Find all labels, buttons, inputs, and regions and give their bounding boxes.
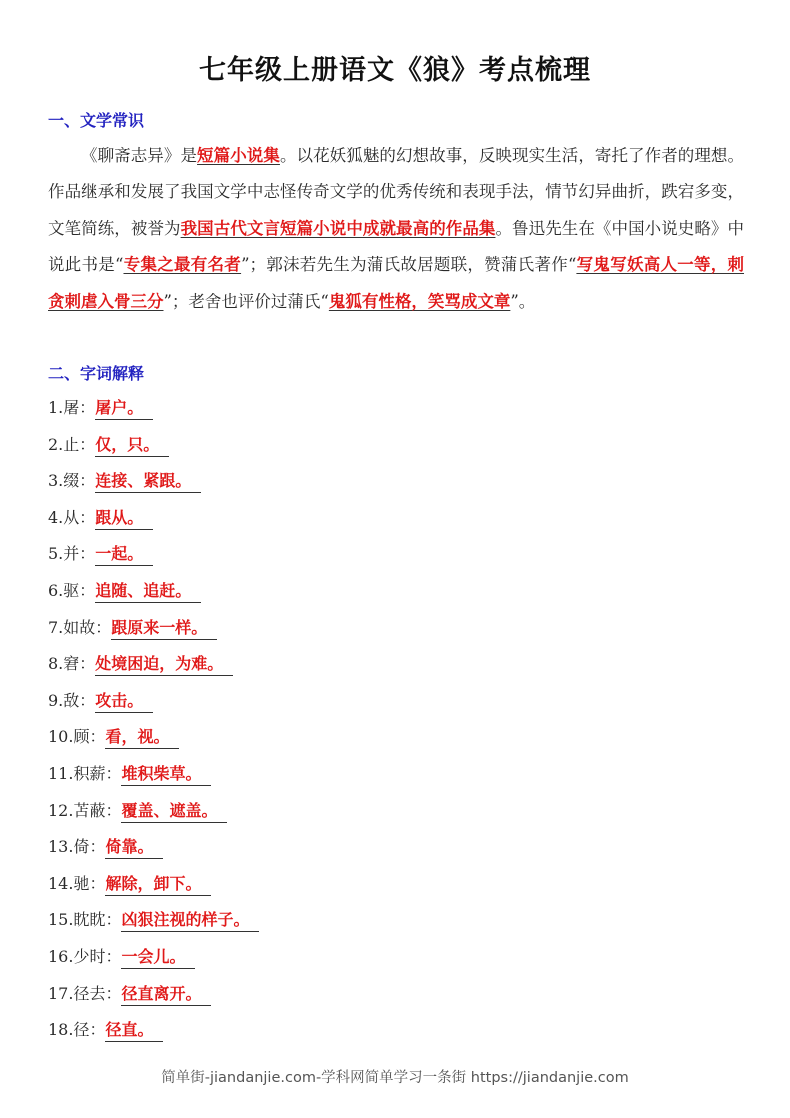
item-answer: 连接、紧跟。: [95, 470, 201, 493]
item-label: 15.眈眈：: [48, 910, 122, 930]
item-answer: 凶狠注视的样子。: [121, 909, 259, 932]
text-segment: ”。: [510, 291, 536, 311]
word-explanation-list: [48, 390, 259, 1049]
section-heading-literary-knowledge: 一、文学常识: [48, 111, 145, 130]
item-label: 13.倚：: [48, 837, 106, 857]
item-label: 12.苫蔽：: [48, 800, 122, 820]
key-point: 鬼狐有性格，笑骂成文章: [328, 291, 511, 311]
item-answer: 跟原来一样。: [111, 617, 217, 640]
text-segment: 。以花妖狐魅的幻想故事，反映现实生活，寄托了作者的理想。作品继承和发展了我国文学中志怪传奇文学的优秀传统和表现手法，情节幻异曲折，跌宕多变，文笔简练，被誉为: [48, 146, 745, 238]
list-item: [48, 536, 259, 573]
key-point: 专集之最有名者: [123, 255, 242, 275]
key-point: 我国古代文言短篇小说中成就最高的作品集: [180, 218, 496, 238]
item-answer: 解除，卸下。: [105, 873, 211, 896]
item-label: 11.积薪：: [48, 763, 122, 783]
list-item: [48, 646, 259, 683]
text-segment: 。鲁迅先生在《中国小说史略》中说此书是“: [48, 218, 745, 275]
item-answer: 堆积柴草。: [121, 763, 211, 786]
list-item: [48, 756, 259, 793]
item-label: 6.驱：: [48, 580, 96, 600]
watermark-footer: 简单街-jiandanjie.com-学科网简单学习一条街 https://jiandanjie.com: [161, 1070, 629, 1086]
item-answer: 看，视。: [105, 726, 179, 749]
literary-knowledge-paragraph: [48, 138, 744, 320]
item-label: 14.驰：: [48, 873, 106, 893]
list-item: [48, 939, 259, 976]
list-item: [48, 683, 259, 720]
item-label: 2.止：: [48, 434, 96, 454]
key-point: 短篇小说集: [197, 146, 280, 165]
item-answer: 攻击。: [95, 690, 153, 713]
item-answer: 覆盖、遮盖。: [121, 800, 227, 823]
item-label: 18.径：: [48, 1020, 106, 1040]
text-segment: ”；郭沫若先生为蒲氏故居题联，赞蒲氏著作“: [241, 255, 577, 275]
list-item: [48, 463, 259, 500]
item-label: 8.窘：: [48, 654, 96, 674]
item-answer: 处境困迫，为难。: [95, 653, 233, 676]
list-item: [48, 976, 259, 1013]
item-answer: 倚靠。: [105, 836, 163, 859]
item-answer: 一起。: [95, 543, 153, 566]
list-item: [48, 829, 259, 866]
item-label: 10.顾：: [48, 727, 106, 747]
item-label: 9.敌：: [48, 690, 96, 710]
item-answer: 追随、追赶。: [95, 580, 201, 603]
list-item: [48, 719, 259, 756]
section-heading-word-explanation: 二、字词解释: [48, 364, 145, 383]
item-label: 17.径去：: [48, 983, 122, 1003]
list-item: [48, 1012, 259, 1049]
item-answer: 跟从。: [95, 507, 153, 530]
list-item: [48, 902, 259, 939]
list-item: [48, 793, 259, 830]
list-item: [48, 866, 259, 903]
item-answer: 仅，只。: [95, 434, 169, 457]
list-item: [48, 500, 259, 537]
list-item: [48, 427, 259, 464]
list-item: [48, 573, 259, 610]
item-answer: 径直。: [105, 1019, 163, 1042]
item-label: 5.并：: [48, 544, 96, 564]
item-answer: 径直离开。: [121, 983, 211, 1006]
item-label: 1.屠：: [48, 398, 96, 417]
item-answer: 屠户。: [95, 397, 153, 420]
item-label: 4.从：: [48, 507, 96, 527]
text-segment: 《聊斋志异》是: [81, 146, 198, 165]
item-label: 7.如故：: [48, 617, 112, 637]
item-answer: 一会儿。: [121, 946, 195, 969]
page-title: 七年级上册语文《狼》考点梳理: [199, 55, 591, 86]
text-segment: ”；老舍也评价过蒲氏“: [163, 291, 329, 311]
key-point: 写鬼写妖高人一等，刺贪刺虐入骨三分: [48, 255, 745, 311]
list-item: [48, 610, 259, 647]
item-label: 3.缀：: [48, 471, 96, 491]
list-item: [48, 390, 259, 427]
item-label: 16.少时：: [48, 946, 122, 966]
